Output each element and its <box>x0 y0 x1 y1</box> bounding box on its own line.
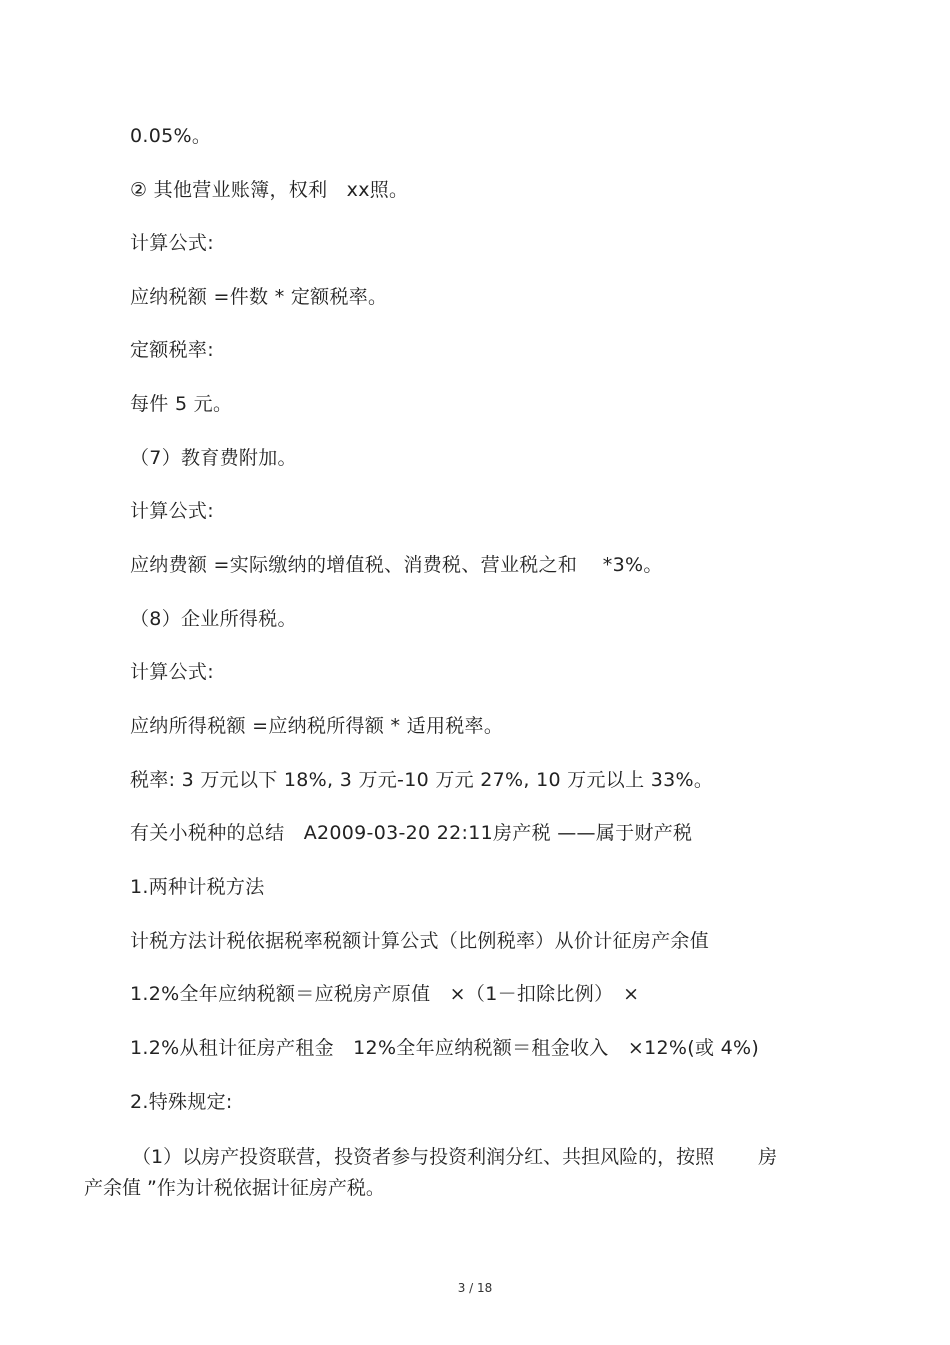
text-line-18: 1.2%从租计征房产租金 12%全年应纳税额＝租金收入 ×12%(或 4%) <box>130 1037 760 1059</box>
text-line-19: 2.特殊规定: <box>130 1091 233 1113</box>
text-line-4: 应纳税额 =件数 * 定额税率。 <box>130 286 388 308</box>
text-line-11: 计算公式: <box>130 661 214 683</box>
wrapped-paragraph <box>84 1144 844 1201</box>
text-line-13: 税率: 3 万元以下 18%, 3 万元-10 万元 27%, 10 万元以上 33%。 <box>130 769 714 791</box>
text-line-1: 0.05%。 <box>130 125 212 147</box>
text-line-6: 每件 5 元。 <box>130 393 233 415</box>
text-line-9: 应纳费额 =实际缴纳的增值税、消费税、营业税之和 *3%。 <box>130 554 663 576</box>
page-number: 3 / 18 <box>457 1281 493 1295</box>
paragraph-second-line: 产余值 ”作为计税依据计征房产税。 <box>84 1177 385 1199</box>
text-line-15: 1.两种计税方法 <box>130 876 265 898</box>
text-line-5: 定额税率: <box>130 339 214 361</box>
paragraph-first-line: （1）以房产投资联营，投资者参与投资利润分红、共担风险的，按照 房 <box>132 1146 778 1168</box>
text-line-8: 计算公式: <box>130 500 214 522</box>
text-line-2: ② 其他营业账簿，权利 xx照。 <box>130 179 409 201</box>
text-line-12: 应纳所得税额 =应纳税所得额 * 适用税率。 <box>130 715 504 737</box>
text-line-16: 计税方法计税依据税率税额计算公式（比例税率）从价计征房产余值 <box>130 930 710 952</box>
text-line-10: （8）企业所得税。 <box>130 608 297 630</box>
text-line-14: 有关小税种的总结 A2009-03-20 22:11房产税 ——属于财产税 <box>130 822 693 844</box>
text-line-3: 计算公式: <box>130 232 214 254</box>
text-line-17: 1.2%全年应纳税额＝应税房产原值 ×（1－扣除比例） × <box>130 983 640 1005</box>
text-line-7: （7）教育费附加。 <box>130 447 297 469</box>
